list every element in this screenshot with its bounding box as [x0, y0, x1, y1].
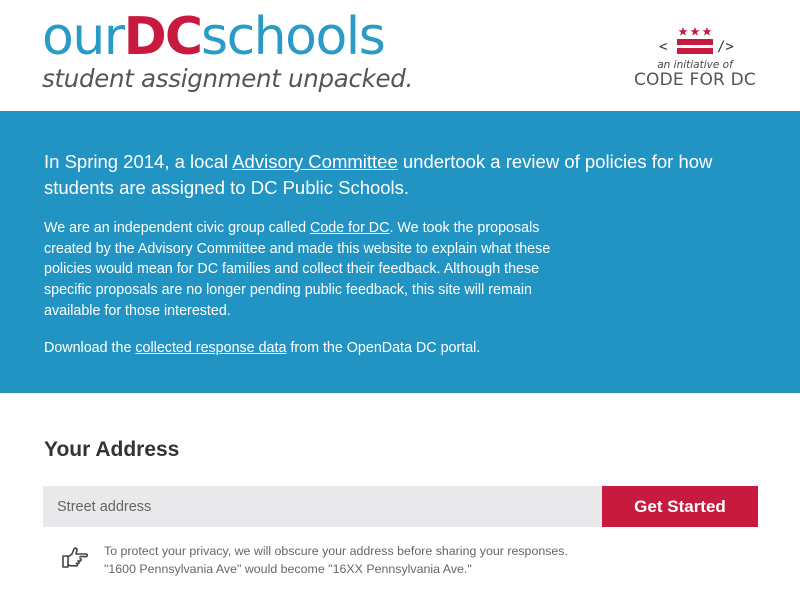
logo-schools: schools	[200, 7, 385, 67]
intro-body-text-end: . We took the proposals created by the Advisory Committee and made this website to explain what these policies would mean for DC families and collect their feedback. Although these specific proposals are no longer pending public feedback, this site will remain available for those interested.	[44, 220, 551, 319]
code-for-dc-flag-icon	[620, 22, 770, 60]
download-text-end: from the OpenData DC portal.	[286, 340, 481, 356]
logo-our: our	[42, 7, 124, 67]
logo-tagline: student assignment unpacked.	[42, 64, 414, 93]
download-text: Download the	[44, 340, 136, 356]
initiative-text: an initiative of	[657, 59, 733, 71]
street-address-input[interactable]	[43, 486, 602, 527]
logo-dc: DC	[123, 7, 201, 67]
code-for-dc-badge[interactable]	[620, 22, 770, 90]
intro-body-text: We are an independent civic group called	[44, 220, 310, 236]
get-started-button[interactable]: Get Started	[602, 486, 758, 527]
svg-text:/>: />	[717, 39, 734, 55]
site-header	[0, 0, 800, 111]
privacy-line-1: To protect your privacy, we will obscure your address before sharing your responses.	[104, 544, 568, 558]
intro-lead-text-end: undertook a review of policies for how students are assigned to DC Public Schools.	[44, 151, 713, 198]
download-note	[44, 338, 604, 358]
advisory-committee-link[interactable]: Advisory Committee	[232, 151, 398, 172]
code-for-dc-link[interactable]: Code for DC	[310, 220, 390, 236]
svg-text:<: <	[659, 39, 668, 55]
intro-body	[44, 218, 584, 322]
logo-wordmark	[42, 8, 413, 66]
privacy-line-2: "1600 Pennsylvania Ave" would become "16XX Pennsylvania Ave."	[104, 562, 472, 576]
intro-lead-text: In Spring 2014, a local	[44, 151, 233, 172]
address-heading: Your Address	[44, 438, 180, 461]
address-form	[43, 486, 758, 527]
site-logo[interactable]	[42, 8, 413, 93]
intro-banner	[0, 111, 800, 393]
pointing-hand-icon	[60, 546, 90, 570]
privacy-text	[104, 542, 568, 578]
intro-lead	[44, 149, 744, 201]
code-for-dc-name: CODE FOR DC	[633, 70, 757, 90]
privacy-note	[60, 540, 760, 580]
collected-response-data-link[interactable]: collected response data	[135, 340, 287, 356]
